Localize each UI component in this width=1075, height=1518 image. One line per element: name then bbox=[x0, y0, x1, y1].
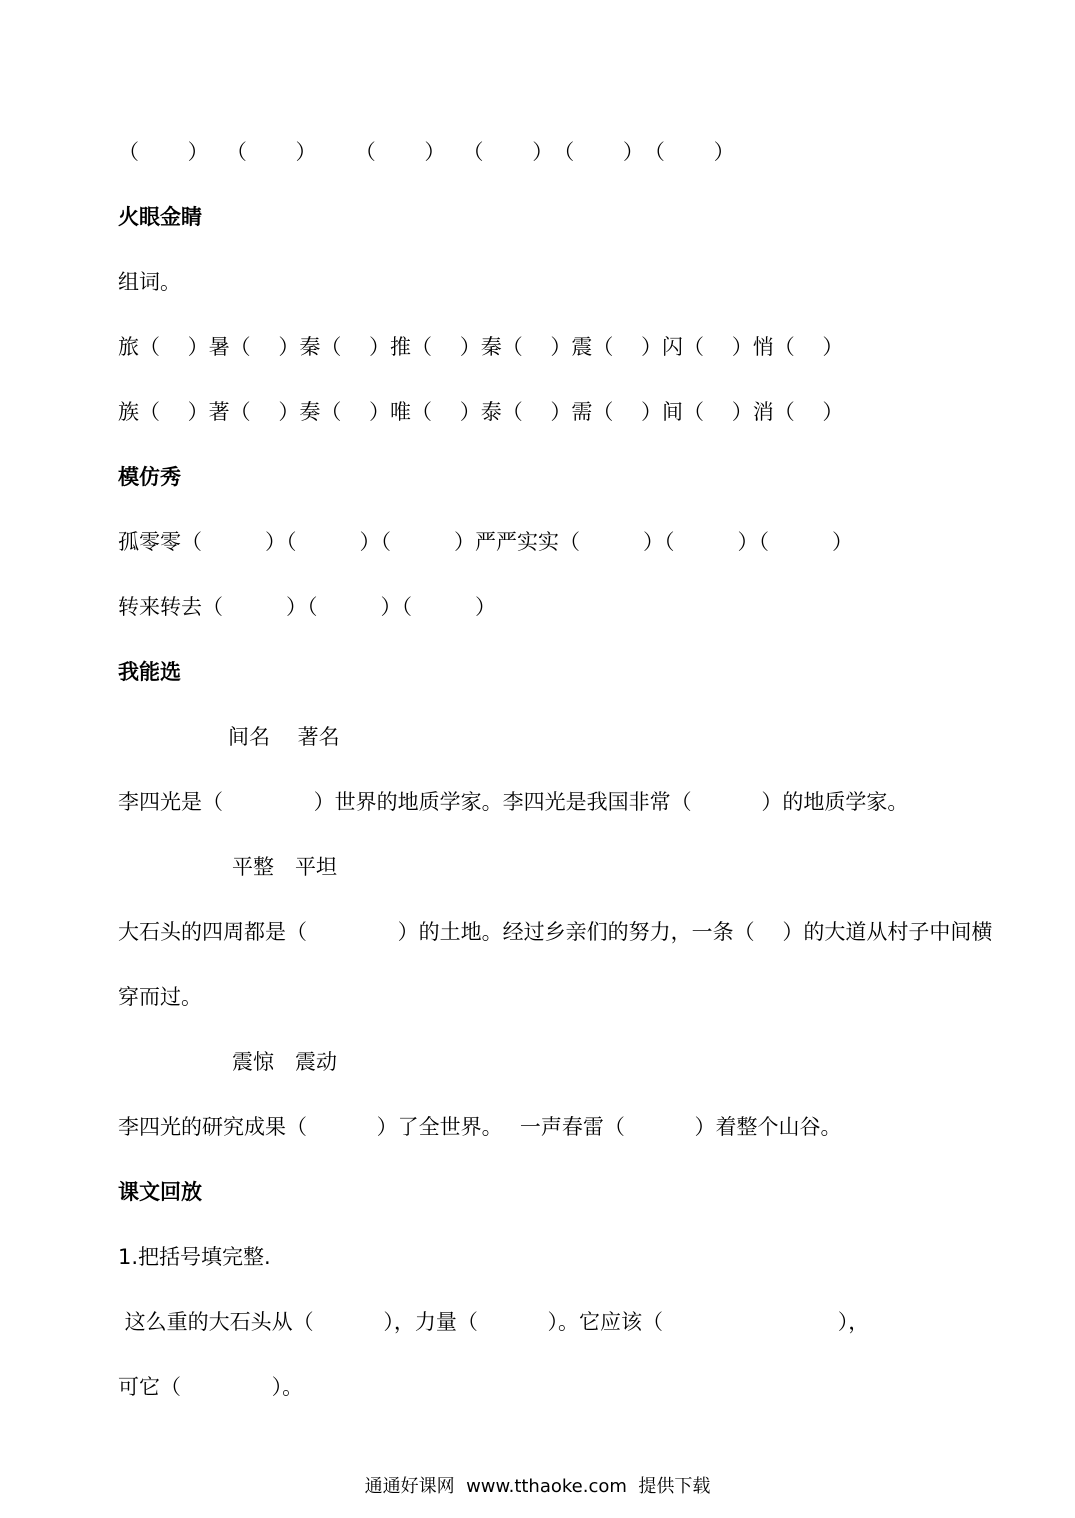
answer-brackets-row: （ ） （ ） （ ） （ ） （ ） （ ） bbox=[118, 140, 735, 164]
imitation-row-2: 转来转去（ ）（ ）（ ） bbox=[118, 595, 496, 619]
choice-sentence-3: 李四光的研究成果（ ）了全世界。 一声春雷（ ）着整个山谷。 bbox=[118, 1115, 842, 1139]
section-heading-woneng: 我能选 bbox=[118, 660, 181, 684]
word-options-2: 平整 平坦 bbox=[232, 855, 337, 879]
section-heading-huoyan: 火眼金睛 bbox=[118, 205, 202, 229]
page-footer: 通通好课网 www.tthaoke.com 提供下载 bbox=[364, 1476, 711, 1497]
word-row-2: 族（ ）著（ ）奏（ ）唯（ ）泰（ ）需（ ）间（ ）消（ ） bbox=[118, 400, 844, 424]
question-1-line-a: 这么重的大石头从（ ），力量（ ）。它应该（ ）， bbox=[118, 1310, 870, 1334]
question-1-line-b: 可它（ ）。 bbox=[118, 1375, 304, 1399]
word-options-1: 间名 著名 bbox=[228, 725, 340, 749]
choice-sentence-1: 李四光是（ ）世界的地质学家。李四光是我国非常（ ）的地质学家。 bbox=[118, 790, 909, 814]
section-heading-kewen: 课文回放 bbox=[118, 1180, 202, 1204]
word-options-3: 震惊 震动 bbox=[232, 1050, 337, 1074]
question-1: 1.把括号填完整. bbox=[118, 1245, 271, 1269]
choice-sentence-2a: 大石头的四周都是（ ）的土地。经过乡亲们的努力，一条（ ）的大道从村子中间横 bbox=[118, 920, 993, 944]
instruction-zuci: 组词。 bbox=[118, 270, 181, 294]
word-row-1: 旅（ ）暑（ ）秦（ ）推（ ）秦（ ）震（ ）闪（ ）悄（ ） bbox=[118, 335, 844, 359]
imitation-row-1: 孤零零（ ）（ ）（ ）严严实实（ ）（ ）（ ） bbox=[118, 530, 853, 554]
section-heading-mofang: 模仿秀 bbox=[118, 465, 181, 489]
choice-sentence-2b: 穿而过。 bbox=[118, 985, 202, 1009]
